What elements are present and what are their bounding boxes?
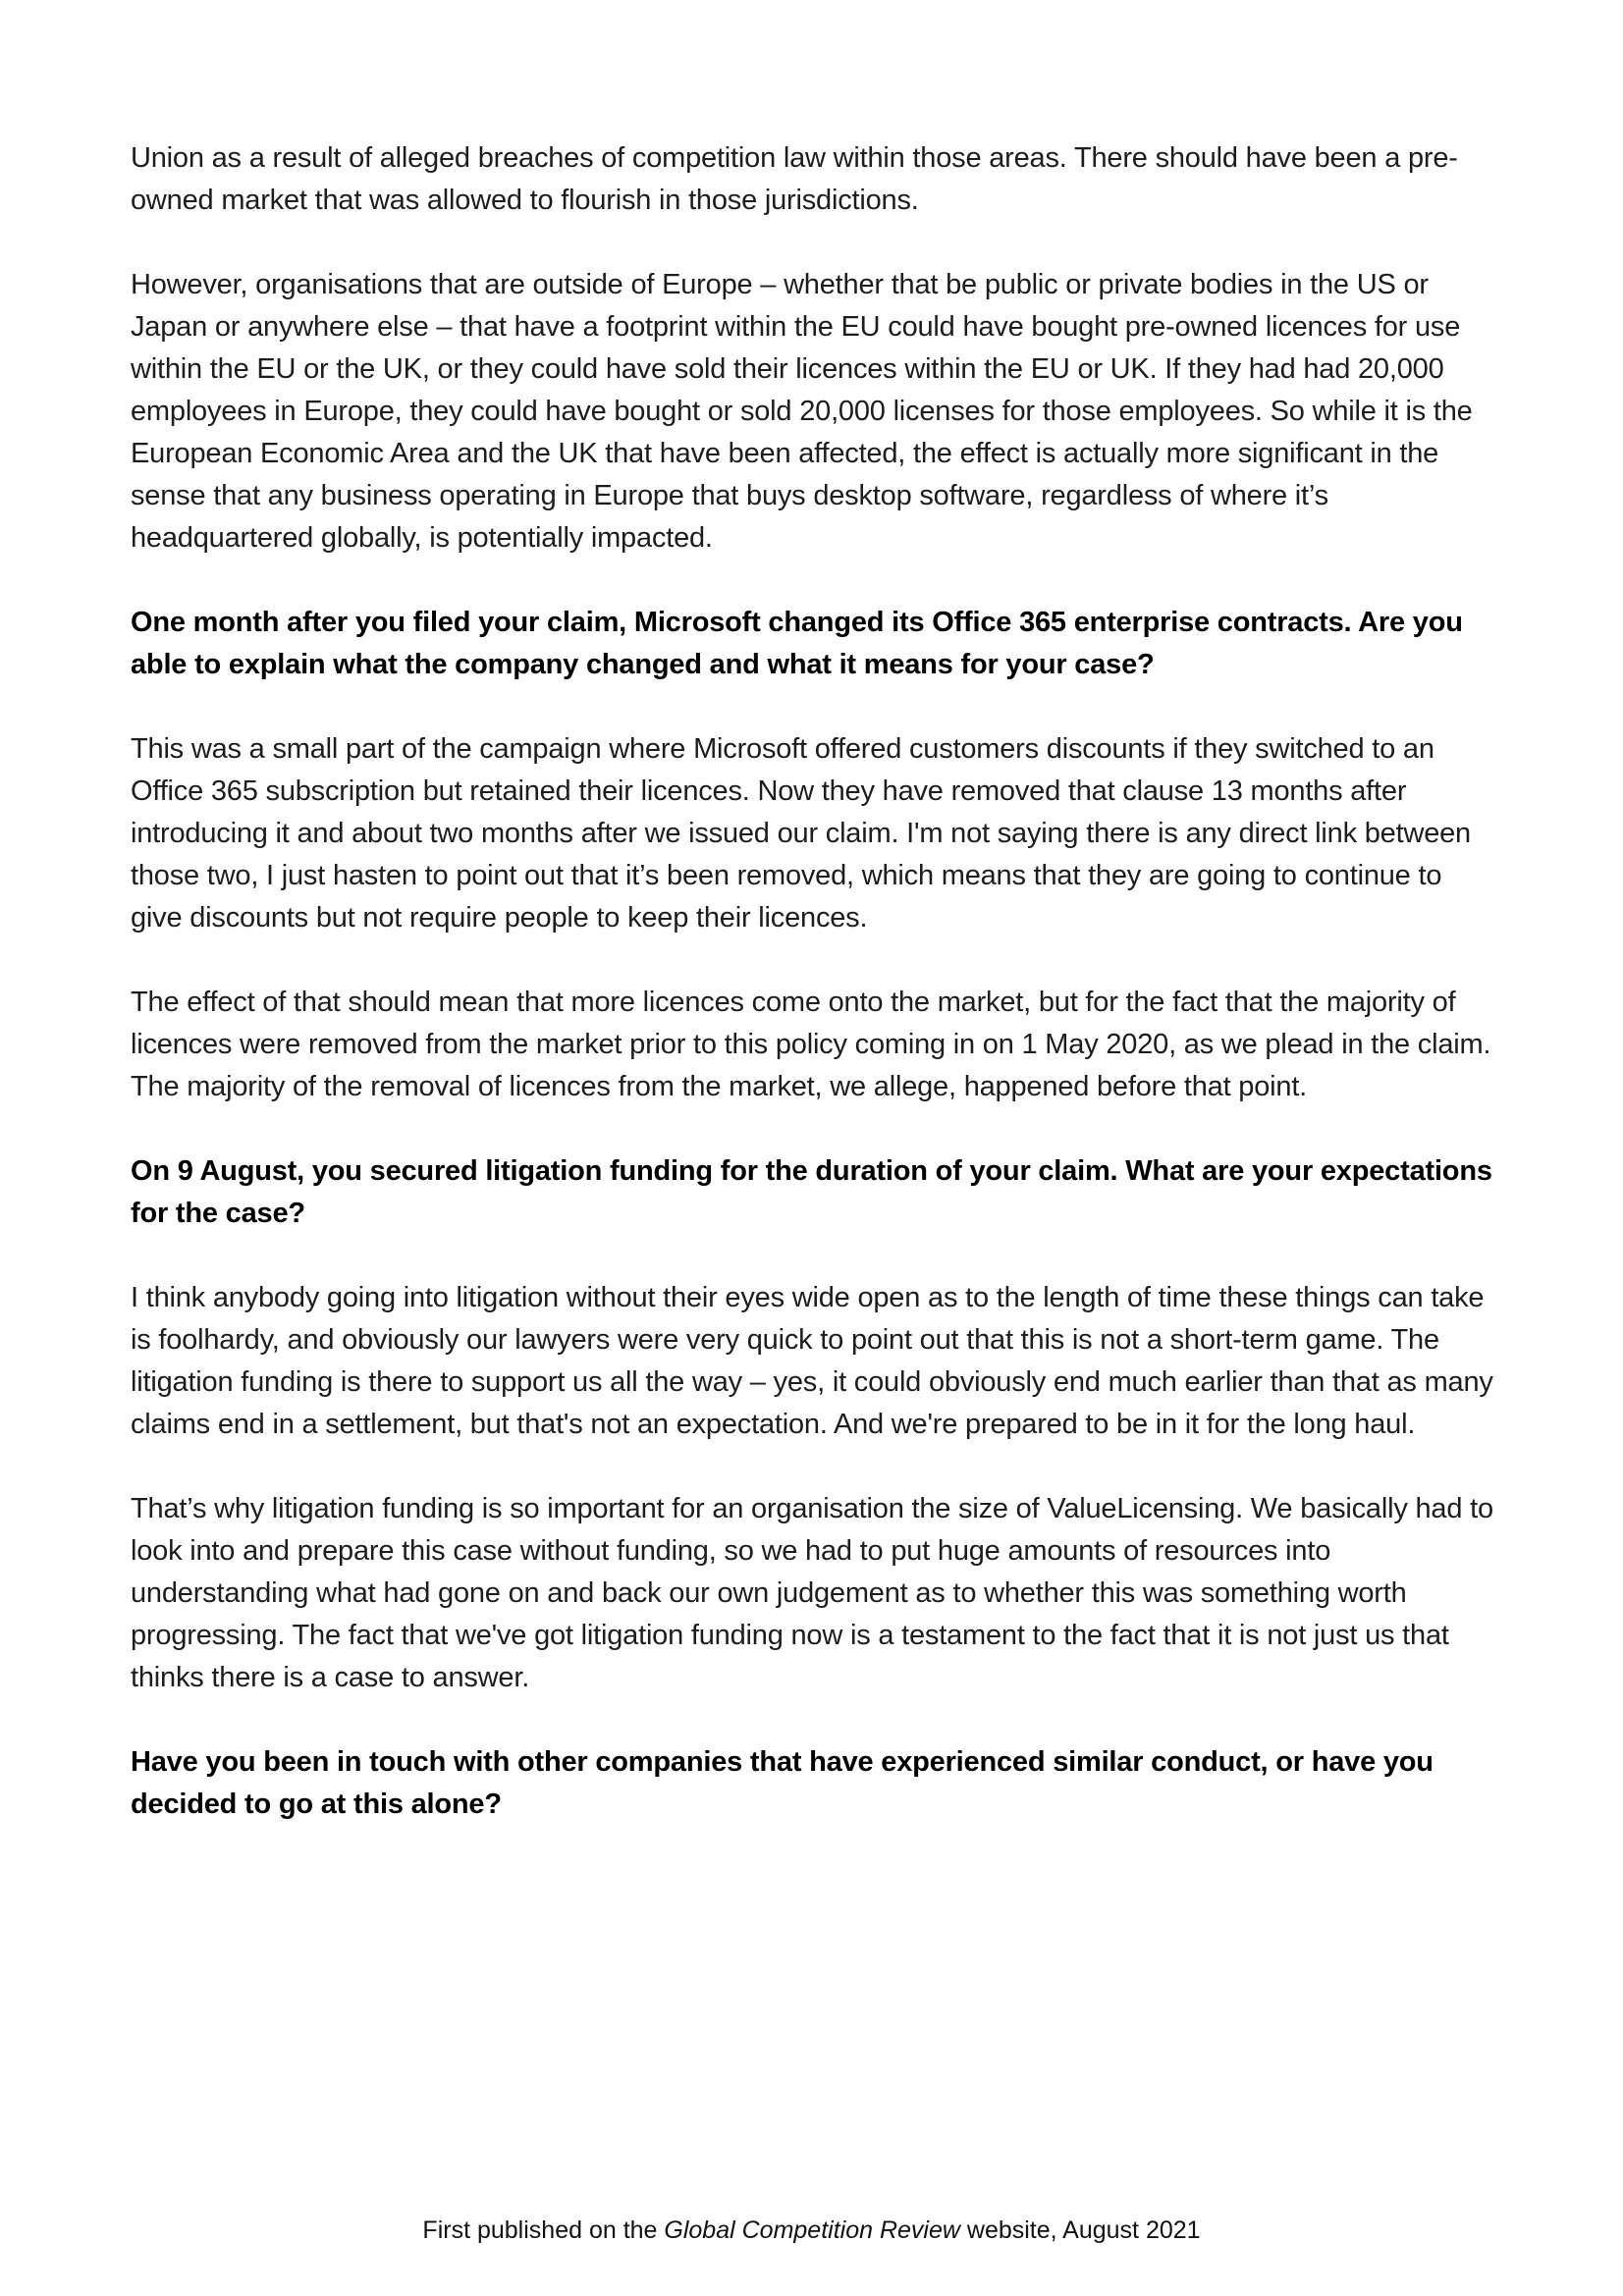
footer-suffix: website, August 2021 <box>959 2216 1201 2244</box>
paragraph: This was a small part of the campaign where Microsoft offered customers discounts if they switched to an Office 365 subscription but retained their licences. Now they have removed that clause 13 months after introducing it and about two months after we issued our claim. I'm not saying there is any direct link between those two, I just hasten to point out that it’s been removed, which means that they are going to continue to give discounts but not require people to keep their licences. <box>131 733 1471 934</box>
interview-question: On 9 August, you secured litigation funding for the duration of your claim. What are your expectations for the case? <box>131 1155 1492 1229</box>
footer-prefix: First published on the <box>422 2216 665 2244</box>
page-content <box>131 137 1497 1826</box>
paragraph: I think anybody going into litigation without their eyes wide open as to the length of time these things can take is foolhardy, and obviously our lawyers were very quick to point out that this is not a short-term game. The litigation funding is there to support us all the way – yes, it could obviously end much earlier than that as many claims end in a settlement, but that's not an expectation. And we're prepared to be in it for the long haul. <box>131 1282 1493 1440</box>
paragraph: The effect of that should mean that more licences come onto the market, but for the fact that the majority of licences were removed from the market prior to this policy coming in on 1 May 2020, as we plead in the claim. The majority of the removal of licences from the market, we allege, happened before that point. <box>131 987 1491 1102</box>
paragraph: Union as a result of alleged breaches of competition law within those areas. There should have been a pre-owned market that was allowed to flourish in those jurisdictions. <box>131 142 1458 216</box>
footer-publication-name: Global Competition Review <box>664 2216 960 2244</box>
interview-question: One month after you filed your claim, Microsoft changed its Office 365 enterprise contracts. Are you able to explain what the company changed and what it means for your case? <box>131 607 1463 680</box>
paragraph: However, organisations that are outside of Europe – whether that be public or private bodies in the US or Japan or anywhere else – that have a footprint within the EU could have bought pre-owned licences for use within the EU or the UK, or they could have sold their licences within the EU or UK. If they had had 20,000 employees in Europe, they could have bought or sold 20,000 licenses for those employees. So while it is the European Economic Area and the UK that have been affected, the effect is actually more significant in the sense that any business operating in Europe that buys desktop software, regardless of where it’s headquartered globally, is potentially impacted. <box>131 269 1473 554</box>
interview-question: Have you been in touch with other companies that have experienced similar conduct, or have you decided to go at this alone? <box>131 1746 1434 1820</box>
paragraph: That’s why litigation funding is so important for an organisation the size of ValueLicensing. We basically had to look into and prepare this case without funding, so we had to put huge amounts of resources into understanding what had gone on and back our own judgement as to whether this was something worth progressing. The fact that we've got litigation funding now is a testament to the fact that it is not just us that thinks there is a case to answer. <box>131 1493 1493 1693</box>
footer <box>0 2216 1623 2245</box>
